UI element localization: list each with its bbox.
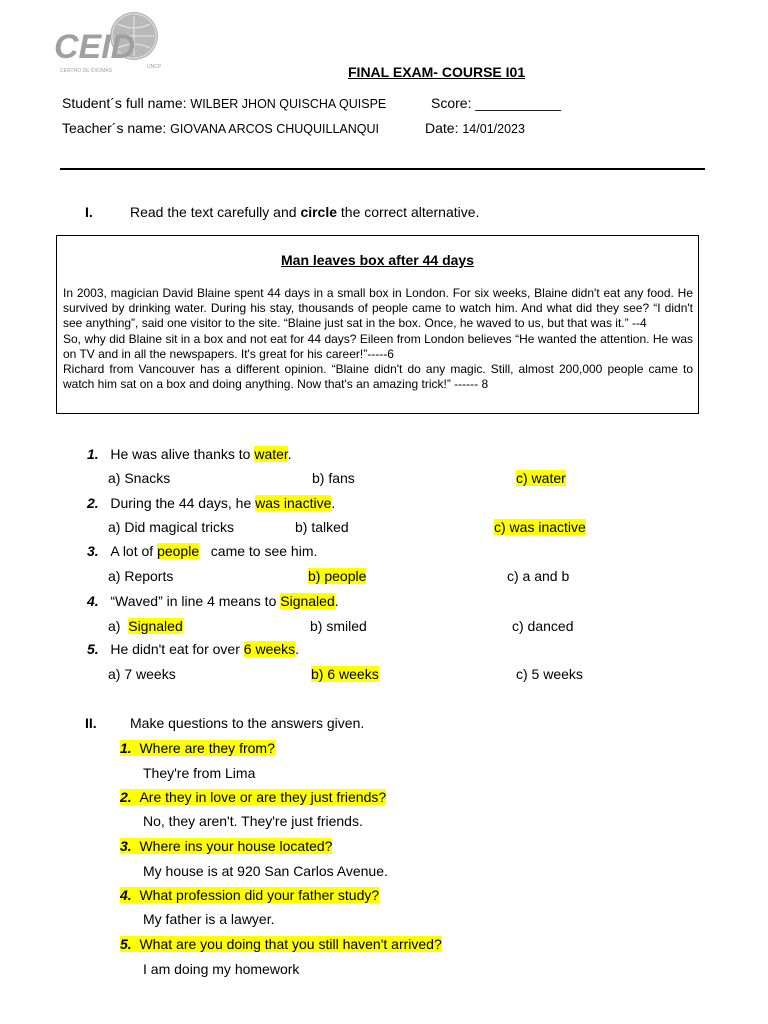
question-5 <box>87 641 299 657</box>
question-end: . <box>295 641 300 657</box>
reading-paragraph: In 2003, magician David Blaine spent 44 days in a small box in London. For six weeks, Blaine didn't eat any food. He survived by drinking water. During his stay, thousands of people came to watch him. And what did they see? “I didn't see anything”, said one visitor to the site. “Blaine just sat in the box. Once, he waved to us, but that was it.” --4 <box>63 286 693 331</box>
reading-paragraph: Richard from Vancouver has a different opinion. “Blaine didn't do any magic. Still, almost 200,000 people came to watch him sat on a box and doing anything. Now that's an amazing trick!” ------ 8 <box>63 362 693 392</box>
score-label: Score: <box>431 95 472 111</box>
question-1 <box>87 446 292 462</box>
item-number: 3. <box>120 838 132 854</box>
question-text: “Waved” in line 4 means to <box>110 593 281 609</box>
option-a-prefix: a) <box>108 618 129 634</box>
question-number: 3. <box>87 543 99 559</box>
written-question-3 <box>120 838 332 854</box>
teacher-line <box>62 120 379 136</box>
date-value: 14/01/2023 <box>462 122 525 136</box>
question-text: Where ins your house located? <box>139 838 333 854</box>
logo-seal-text: UNCP <box>147 64 162 70</box>
answer-highlight: 6 weeks <box>243 641 296 657</box>
question-number: 5. <box>87 641 99 657</box>
date-line <box>425 120 525 136</box>
teacher-label: Teacher´s name: <box>62 120 167 136</box>
option-a-selected: Signaled <box>128 618 183 634</box>
option-c: c) 5 weeks <box>516 666 583 682</box>
reading-box <box>56 235 699 414</box>
question-number: 4. <box>87 593 99 609</box>
date-label: Date: <box>425 120 459 136</box>
reading-text <box>63 286 693 392</box>
question-2 <box>87 495 335 511</box>
written-question-2 <box>120 789 386 805</box>
header-divider <box>60 168 705 170</box>
question-end: came to see him. <box>199 543 318 559</box>
question-number: 2. <box>87 495 99 511</box>
score-value: ___________ <box>475 95 562 111</box>
section-1-instruction <box>130 204 479 220</box>
given-answer-3: My house is at 920 San Carlos Avenue. <box>143 863 388 879</box>
instruction-pre: Read the text carefully and <box>130 204 301 220</box>
question-text: During the 44 days, he <box>110 495 256 511</box>
section-2-instruction: Make questions to the answers given. <box>130 715 365 731</box>
exam-title: FINAL EXAM- COURSE I01 <box>348 64 526 80</box>
item-number: 2. <box>120 789 132 805</box>
written-question-4 <box>120 887 379 903</box>
question-end: . <box>331 495 336 511</box>
option-c: c) danced <box>512 618 574 634</box>
question-text: He was alive thanks to <box>110 446 255 462</box>
question-4 <box>87 593 339 609</box>
question-3 <box>87 543 317 559</box>
option-c-selected: c) was inactive <box>494 519 586 535</box>
option-a: a) Snacks <box>108 470 171 486</box>
logo-caption: CENTRO DE IDIOMAS <box>60 68 112 74</box>
given-answer-5: I am doing my homework <box>143 961 300 977</box>
question-end: . <box>287 446 292 462</box>
question-text: What profession did your father study? <box>139 887 380 903</box>
student-name: WILBER JHON QUISCHA QUISPE <box>190 97 387 111</box>
instruction-post: the correct alternative. <box>337 204 480 220</box>
question-text: Are they in love or are they just friends? <box>139 789 387 805</box>
score-line <box>431 95 561 111</box>
option-a: a) 7 weeks <box>108 666 176 682</box>
item-number: 1. <box>120 740 132 756</box>
written-question-5 <box>120 936 442 952</box>
instruction-bold: circle <box>300 204 338 220</box>
ceid-logo <box>52 12 162 78</box>
option-b-selected: b) 6 weeks <box>311 666 379 682</box>
option-a <box>108 618 183 634</box>
answer-highlight: people <box>157 543 200 559</box>
item-number: 4. <box>120 887 132 903</box>
teacher-name: GIOVANA ARCOS CHUQUILLANQUI <box>170 122 380 136</box>
question-number: 1. <box>87 446 99 462</box>
given-answer-2: No, they aren't. They're just friends. <box>143 813 363 829</box>
question-end: . <box>334 593 339 609</box>
question-text: A lot of <box>110 543 158 559</box>
reading-title: Man leaves box after 44 days <box>281 252 474 268</box>
given-answer-1: They're from Lima <box>143 765 256 781</box>
student-line <box>62 95 386 111</box>
option-a: a) Reports <box>108 568 174 584</box>
item-number: 5. <box>120 936 132 952</box>
section-1-numeral: I. <box>85 204 93 220</box>
option-b: b) fans <box>312 470 355 486</box>
answer-highlight: water <box>254 446 288 462</box>
option-b-selected: b) people <box>308 568 367 584</box>
option-b: b) smiled <box>310 618 367 634</box>
reading-paragraph: So, why did Blaine sit in a box and not eat for 44 days? Eileen from London believes “He wanted the attention. He was on TV and in all the newspapers. It's great for his career!”-----6 <box>63 331 693 361</box>
option-c-selected: c) water <box>516 470 566 486</box>
answer-highlight: Signaled <box>280 593 335 609</box>
question-text: He didn't eat for over <box>110 641 244 657</box>
written-question-1 <box>120 740 275 756</box>
student-label: Student´s full name: <box>62 95 187 111</box>
option-b: b) talked <box>295 519 349 535</box>
question-text: Where are they from? <box>139 740 275 756</box>
option-c: c) a and b <box>507 568 570 584</box>
section-2-numeral: II. <box>85 715 97 731</box>
option-a: a) Did magical tricks <box>108 519 235 535</box>
question-text: What are you doing that you still haven't arrived? <box>139 936 442 952</box>
given-answer-4: My father is a lawyer. <box>143 911 275 927</box>
answer-highlight: was inactive <box>255 495 332 511</box>
logo-text: CEID <box>54 28 136 66</box>
